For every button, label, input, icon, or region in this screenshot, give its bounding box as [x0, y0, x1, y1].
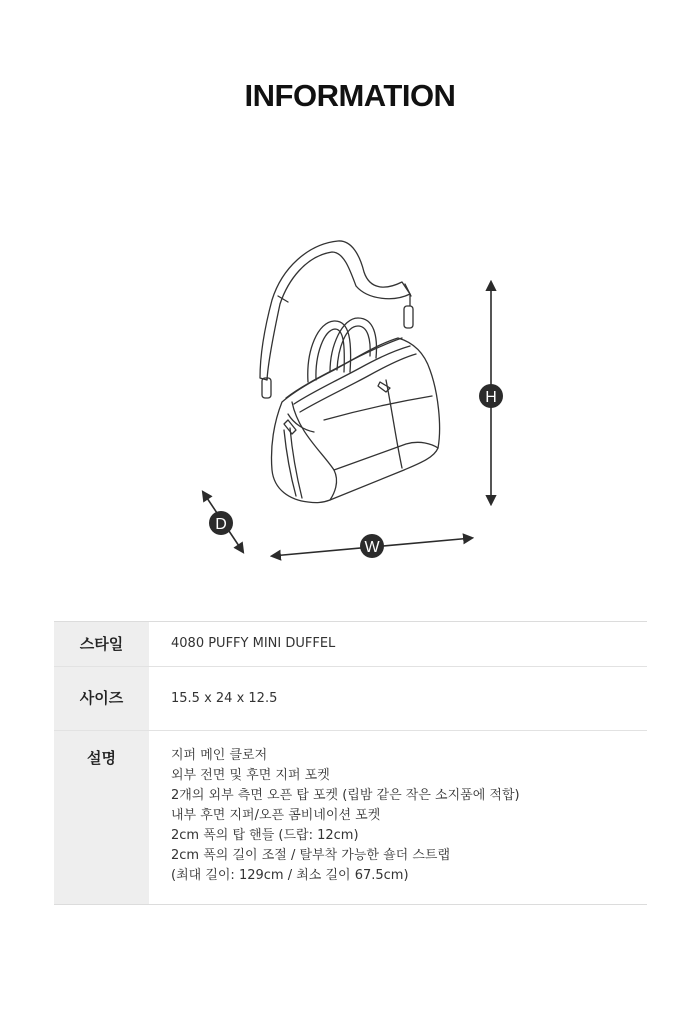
width-badge	[360, 534, 384, 558]
spec-label-style: 스타일	[54, 622, 149, 666]
description-line: 외부 전면 및 후면 지퍼 포켓	[171, 768, 330, 783]
svg-text:W: W	[364, 539, 380, 556]
strap-clip-right	[404, 306, 413, 328]
spec-row-size	[54, 667, 647, 731]
strap-clip-left	[262, 378, 271, 398]
svg-text:H: H	[485, 389, 497, 406]
shoulder-strap	[260, 241, 410, 380]
spec-table	[54, 621, 647, 905]
bag-illustration	[260, 241, 440, 503]
description-line: 2cm 폭의 길이 조절 / 탈부착 가능한 숄더 스트랩	[171, 848, 451, 863]
spec-row-style	[54, 622, 647, 667]
description-line: 지퍼 메인 클로저	[171, 748, 268, 763]
spec-label-size: 사이즈	[54, 667, 149, 730]
spec-value-style: 4080 PUFFY MINI DUFFEL	[171, 636, 336, 651]
spec-value-description	[149, 731, 647, 904]
description-line: (최대 길이: 129cm / 최소 길이 67.5cm)	[171, 868, 409, 883]
description-line: 2개의 외부 측면 오픈 탑 포켓 (립밤 같은 작은 소지품에 적합)	[171, 788, 520, 803]
description-line: 내부 후면 지퍼/오픈 콤비네이션 포켓	[171, 808, 381, 823]
spec-row-description	[54, 731, 647, 904]
height-badge	[479, 384, 503, 408]
spec-label-description: 설명	[54, 731, 149, 904]
page-title: INFORMATION	[244, 78, 456, 113]
depth-badge	[209, 511, 233, 535]
description-line: 2cm 폭의 탑 핸들 (드랍: 12cm)	[171, 828, 359, 843]
svg-text:D: D	[215, 516, 227, 533]
bag-body	[271, 338, 439, 503]
spec-value-size: 15.5 x 24 x 12.5	[171, 691, 278, 706]
